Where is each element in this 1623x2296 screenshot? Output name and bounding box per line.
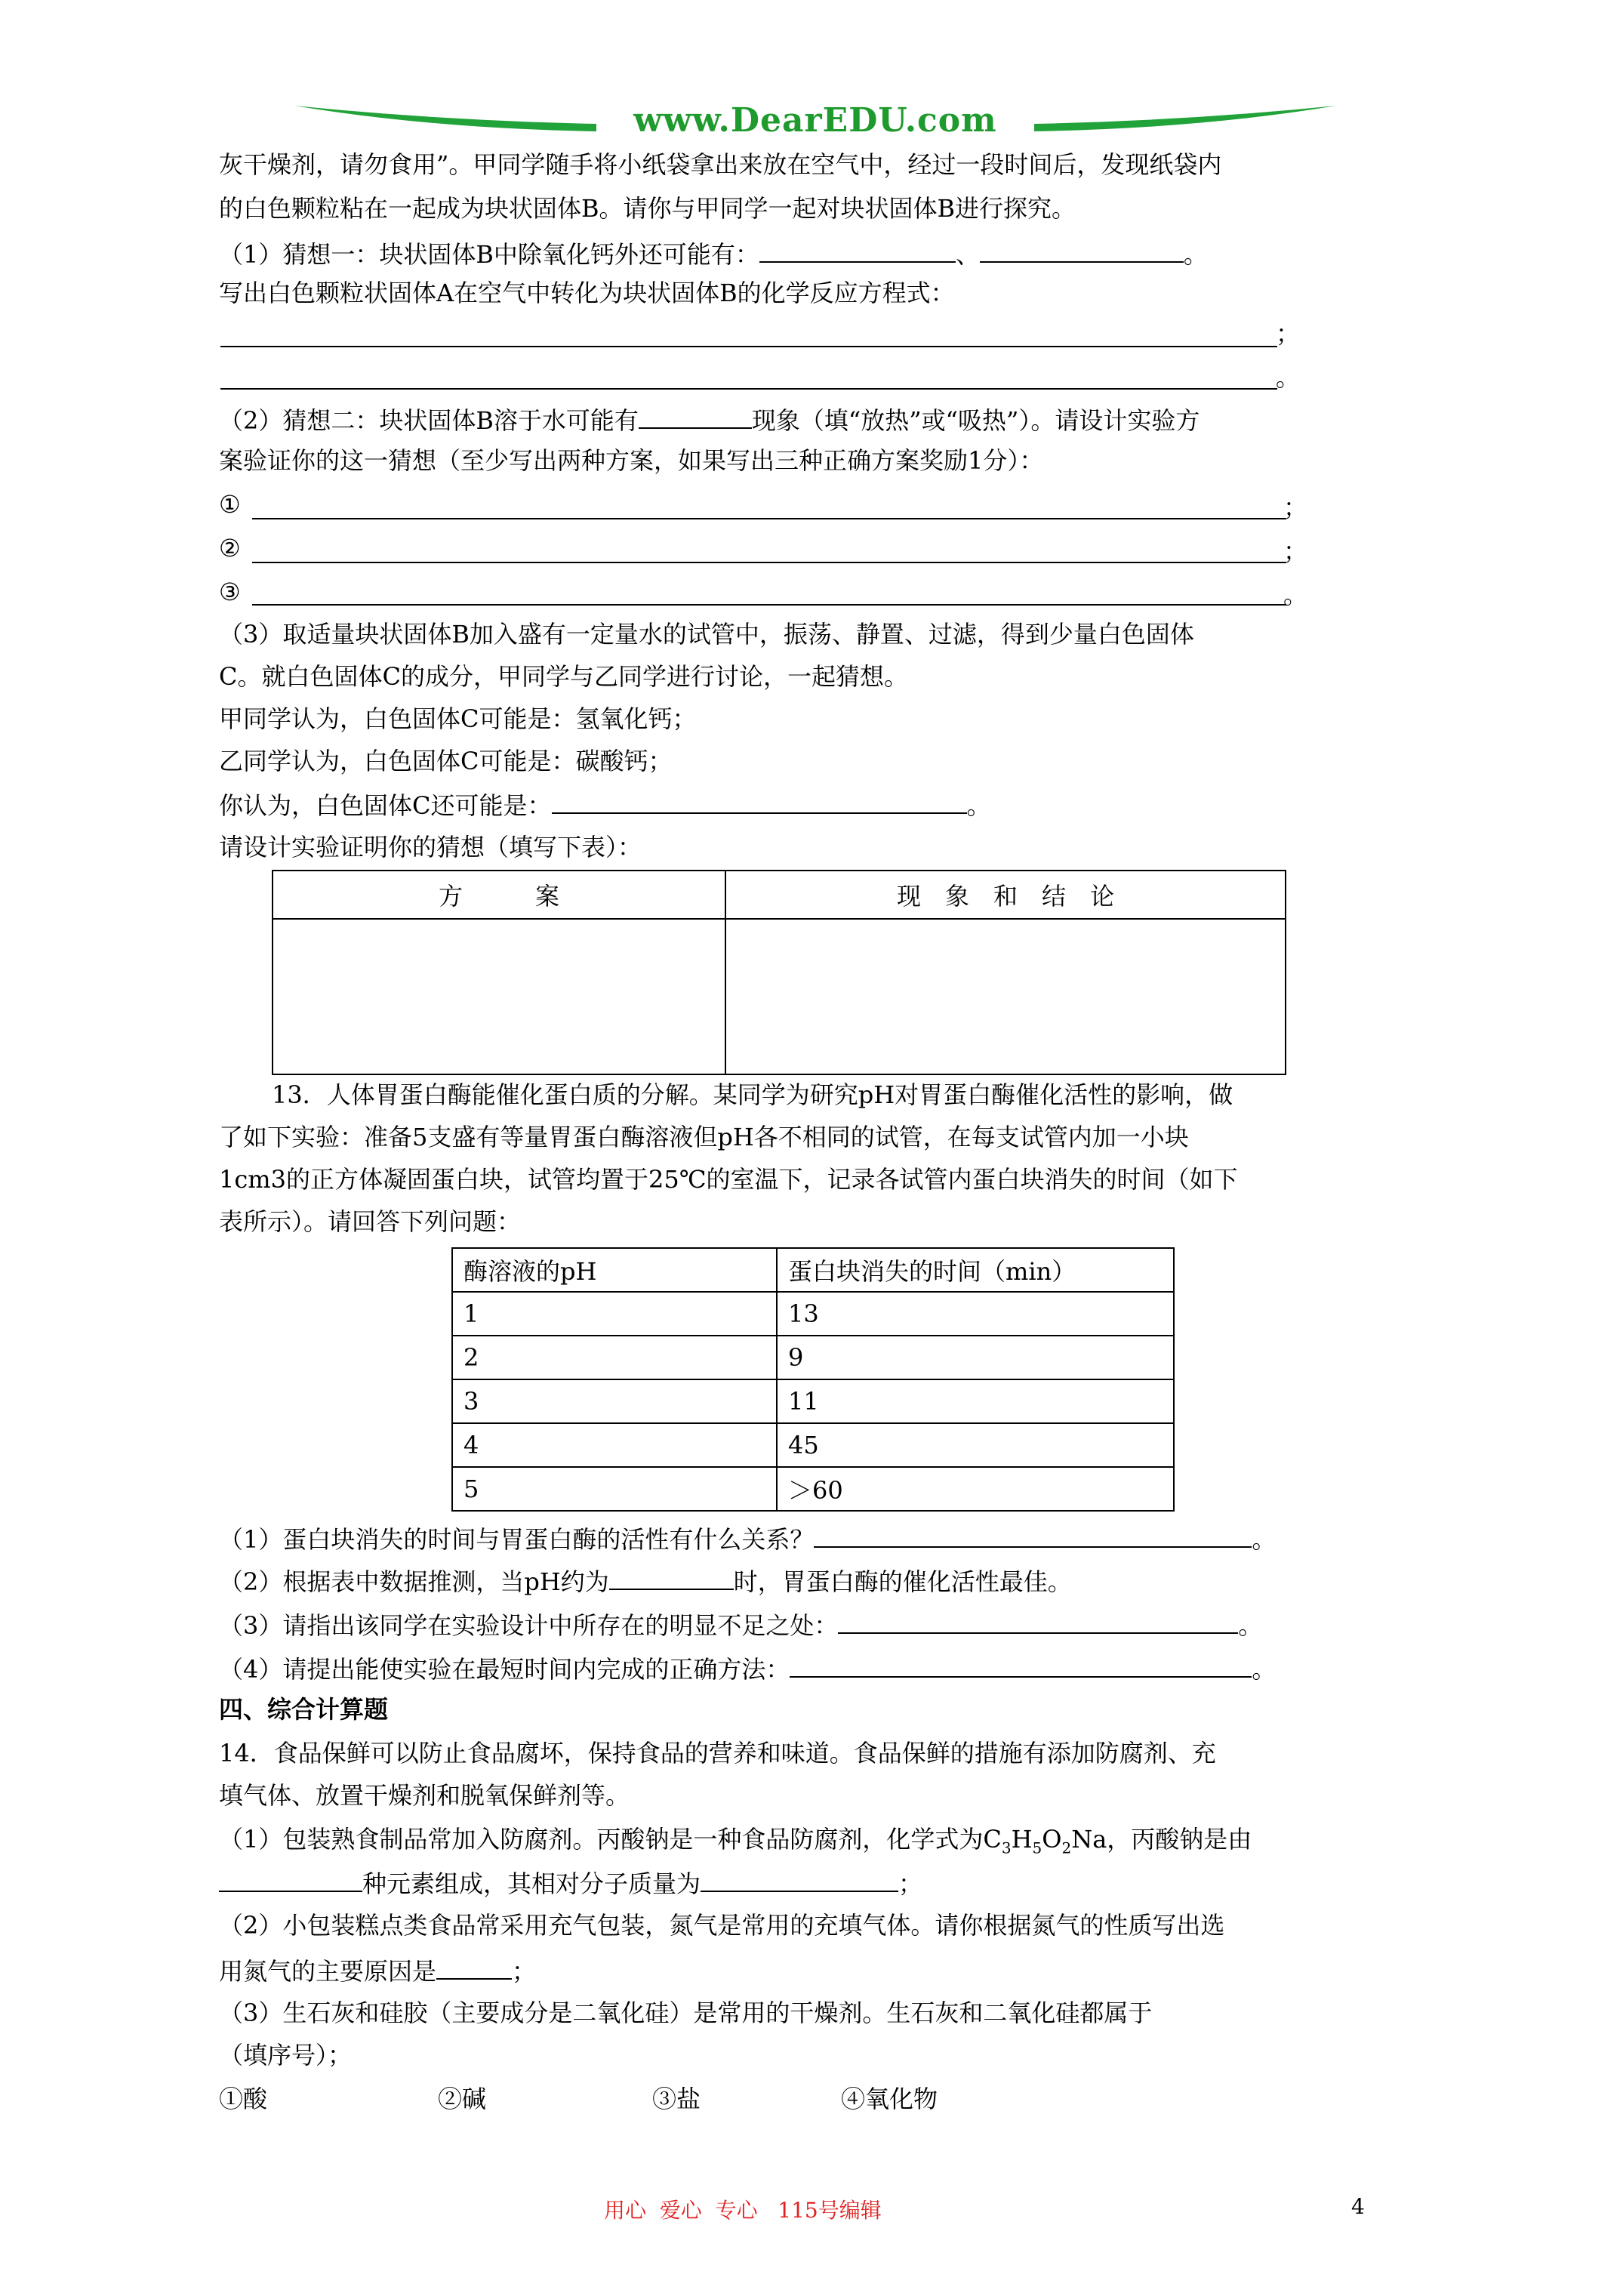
- q13-sub4: [219, 1650, 1427, 1686]
- section-title: 四、综合计算题: [219, 1695, 389, 1724]
- period-mark: 。: [1238, 1611, 1263, 1640]
- part3-line-4: 乙同学认为，白色固体C可能是：碳酸钙；: [219, 747, 673, 775]
- table-header: 蛋白块消失的时间（min）: [777, 1248, 1174, 1292]
- q13-line-3: 1cm3的正方体凝固蛋白块，试管均置于25℃的室温下，记录各试管内蛋白块消失的时间（如下: [219, 1165, 1238, 1194]
- answer-blank[interactable]: [790, 1650, 1252, 1678]
- part3-line-1: （3）取适量块状固体B加入盛有一定量水的试管中，振荡、静置、过滤，得到少量白色固体: [219, 620, 1194, 649]
- footer-slogan: 用心 爱心 专心 115号编辑: [604, 2198, 882, 2223]
- guess2-line-2: 案验证你的这一猜想（至少写出两种方案，如果写出三种正确方案奖励1分）：: [219, 446, 1044, 475]
- table-row: [452, 1379, 1174, 1423]
- subscript: 2: [1061, 1838, 1072, 1857]
- option-oxide[interactable]: ④氧化物: [841, 2085, 938, 2113]
- answer-blank[interactable]: [701, 1865, 898, 1892]
- answer-blank[interactable]: [980, 236, 1184, 263]
- table-header: 现 象 和 结 论: [725, 871, 1286, 919]
- period-mark: 。: [1252, 1655, 1277, 1684]
- choice-1-label: ①: [219, 490, 241, 519]
- q13-sub2: [219, 1563, 1427, 1598]
- q13-line-1: 13．人体胃蛋白酶能催化蛋白质的分解。某同学为研究pH对胃蛋白酶催化活性的影响，做: [272, 1080, 1233, 1109]
- q13-line-4: 表所示）。请回答下列问题：: [219, 1207, 522, 1236]
- q14-text: （1）包装熟食制品常加入防腐剂。丙酸钠是一种食品防腐剂，化学式为C: [219, 1825, 1002, 1854]
- table-row: [452, 1467, 1174, 1511]
- q13-sub3-text: （3）请指出该同学在实验设计中所存在的明显不足之处：: [219, 1611, 839, 1640]
- table-cell: 13: [777, 1292, 1174, 1336]
- intro-line-1: 灰干燥剂，请勿食用”。甲同学随手将小纸袋拿出来放在空气中，经过一段时间后，发现纸袋内: [219, 150, 1222, 179]
- part3-line-5: [219, 787, 1427, 822]
- table-cell: 9: [777, 1336, 1174, 1379]
- ph-data-table: [451, 1247, 1175, 1512]
- q14-line-3: [219, 1823, 1427, 1864]
- intro-line-2: 的白色颗粒粘在一起成为块状固体B。请你与甲同学一起对块状固体B进行探究。: [219, 194, 1076, 223]
- separator: 、: [955, 240, 980, 269]
- answer-blank[interactable]: [759, 236, 956, 263]
- answer-blank[interactable]: [639, 402, 752, 429]
- choice-2-label: ②: [219, 534, 241, 562]
- guess2-text-b: 现象（填“放热”或“吸热”）。请设计实验方: [751, 406, 1200, 435]
- q14-line-5: （2）小包装糕点类食品常采用充气包装，氮气是常用的充填气体。请你根据氮气的性质写出选: [219, 1911, 1225, 1940]
- q13-sub1: [219, 1521, 1427, 1556]
- guess2-line: [219, 402, 1427, 437]
- site-name: www.DearEDU.com: [633, 101, 997, 140]
- q13-sub2-text-b: 时，胃蛋白酶的催化活性最佳。: [733, 1567, 1072, 1596]
- answer-line[interactable]: [252, 604, 1286, 606]
- table-cell: 3: [452, 1379, 777, 1423]
- formula-part: Na: [1071, 1825, 1107, 1854]
- q13-line-2: 了如下实验：准备5支盛有等量胃蛋白酶溶液但pH各不相同的试管，在每支试管内加一小块: [219, 1123, 1189, 1151]
- q13-sub3: [219, 1607, 1427, 1642]
- answer-line[interactable]: [252, 518, 1286, 519]
- experiment-design-table: [272, 870, 1286, 1075]
- page-number: 4: [1351, 2194, 1365, 2219]
- q13-sub4-text: （4）请提出能使实验在最短时间内完成的正确方法：: [219, 1655, 790, 1684]
- table-row: [452, 1423, 1174, 1467]
- semicolon-mark: ；: [512, 1957, 537, 1986]
- site-logo[interactable]: [294, 98, 1336, 143]
- q13-sub1-text: （1）蛋白块消失的时间与胃蛋白酶的活性有什么关系？: [219, 1525, 815, 1554]
- table-row: [452, 1292, 1174, 1336]
- formula-part: O: [1042, 1825, 1062, 1854]
- answer-blank[interactable]: [609, 1563, 734, 1590]
- q14-line-6: [219, 1952, 1427, 1988]
- option-base[interactable]: ②碱: [438, 2085, 487, 2113]
- period-mark: 。: [966, 791, 991, 820]
- table-cell: ＞60: [777, 1467, 1174, 1511]
- period-mark: 。: [1183, 240, 1208, 269]
- semicolon-mark: ；: [898, 1869, 923, 1898]
- semicolon-mark: ；: [1283, 493, 1308, 522]
- part3-line-6: 请设计实验证明你的猜想（填写下表）：: [219, 833, 642, 861]
- table-cell: 1: [452, 1292, 777, 1336]
- guess1-text: （1）猜想一：块状固体B中除氧化钙外还可能有：: [219, 240, 759, 269]
- formula-part: H: [1011, 1825, 1033, 1854]
- q14-text: 用氮气的主要原因是: [219, 1957, 437, 1986]
- period-mark: 。: [1276, 363, 1301, 392]
- part3-line-3: 甲同学认为，白色固体C可能是：氢氧化钙；: [219, 704, 697, 733]
- q14-text: 种元素组成，其相对分子质量为: [362, 1869, 701, 1898]
- q14-line-2: 填气体、放置干燥剂和脱氧保鲜剂等。: [219, 1781, 630, 1810]
- table-header: 方 案: [273, 871, 725, 919]
- q14-line-8: （填序号）；: [219, 2041, 353, 2069]
- answer-blank[interactable]: [436, 1952, 512, 1980]
- q14-line-1: 14．食品保鲜可以防止食品腐坏，保持食品的营养和味道。食品保鲜的措施有添加防腐剂、充: [219, 1739, 1216, 1767]
- subscript: 3: [1001, 1838, 1012, 1857]
- answer-line[interactable]: [220, 346, 1277, 347]
- equation-prompt: 写出白色颗粒状固体A在空气中转化为块状固体B的化学反应方程式：: [219, 279, 955, 307]
- table-cell-input[interactable]: [273, 919, 725, 1074]
- table-row: [452, 1336, 1174, 1379]
- part3-text: 你认为，白色固体C还可能是：: [219, 791, 552, 820]
- q14-line-4: [219, 1865, 1427, 1900]
- q14-line-7: （3）生石灰和硅胶（主要成分是二氧化硅）是常用的干燥剂。生石灰和二氧化硅都属于: [219, 1999, 1153, 2027]
- option-salt[interactable]: ③盐: [652, 2085, 701, 2113]
- table-cell: 5: [452, 1467, 777, 1511]
- answer-blank[interactable]: [838, 1607, 1238, 1634]
- table-cell: 45: [777, 1423, 1174, 1467]
- table-cell-input[interactable]: [725, 919, 1286, 1074]
- answer-blank[interactable]: [219, 1865, 362, 1892]
- guess1-line: [219, 236, 1427, 271]
- option-acid[interactable]: ①酸: [219, 2085, 268, 2113]
- table-cell: 4: [452, 1423, 777, 1467]
- semicolon-mark: ；: [1283, 537, 1308, 566]
- choice-3-label: ③: [219, 578, 241, 606]
- table-header: 酶溶液的pH: [452, 1248, 777, 1292]
- period-mark: 。: [1252, 1525, 1277, 1554]
- answer-line[interactable]: [220, 388, 1277, 390]
- table-cell: 2: [452, 1336, 777, 1379]
- q14-text-b: ，丙酸钠是由: [1107, 1825, 1252, 1854]
- semicolon-mark: ；: [1276, 319, 1301, 348]
- table-cell: 11: [777, 1379, 1174, 1423]
- answer-blank[interactable]: [552, 787, 967, 814]
- q13-sub2-text: （2）根据表中数据推测，当pH约为: [219, 1567, 609, 1596]
- answer-line[interactable]: [252, 562, 1286, 563]
- part3-line-2: C。就白色固体C的成分，甲同学与乙同学进行讨论，一起猜想。: [219, 662, 908, 691]
- answer-blank[interactable]: [814, 1521, 1252, 1548]
- guess2-text: （2）猜想二：块状固体B溶于水可能有: [219, 406, 639, 435]
- subscript: 5: [1032, 1838, 1042, 1857]
- period-mark: 。: [1283, 581, 1308, 609]
